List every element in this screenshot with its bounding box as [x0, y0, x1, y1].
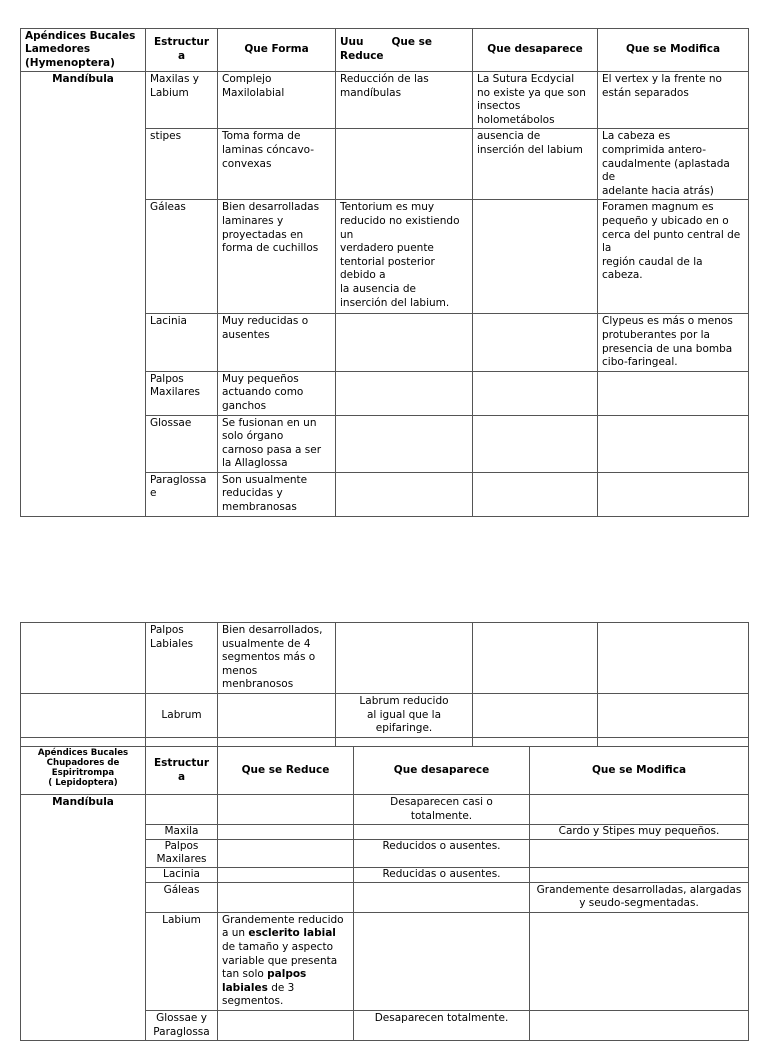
cell-empty: [218, 737, 336, 746]
hymenoptera-table: [20, 28, 749, 517]
cell-desaparece: Desaparecen casi o totalmente.: [354, 795, 530, 825]
labium-bold-palpos: palpos labiales: [222, 968, 307, 994]
cell-empty: [146, 737, 218, 746]
cell-reduce: [336, 415, 473, 472]
cell-estructura: Gáleas: [146, 882, 218, 912]
cell-estructura: Glossae y Paraglossa: [146, 1010, 218, 1040]
cell-reduce: [336, 129, 473, 200]
cell-forma: Toma forma de laminas cóncavo- convexas: [218, 129, 336, 200]
header-estructura: Estructur a: [146, 29, 218, 72]
labium-bold-esclerito: esclerito labial: [248, 927, 336, 940]
header-reduce-part-b: Que se: [391, 36, 433, 49]
cell-forma: Bien desarrolladas laminares y proyectadas en forma de cuchillos: [218, 200, 336, 314]
cell-estructura: Paraglossa e: [146, 472, 218, 516]
cell-desaparece: Desaparecen totalmente.: [354, 1010, 530, 1040]
cell-empty: [21, 623, 146, 694]
cell-modifica: [530, 839, 749, 867]
lepidoptera-table: [20, 746, 749, 1041]
header-apendices: Apéndices Bucales Lamedores (Hymenoptera): [21, 29, 146, 72]
cell-empty: [598, 623, 749, 694]
cell-desaparece: [473, 314, 598, 371]
cell-estructura: Maxila: [146, 825, 218, 840]
cell-modifica: Clypeus es más o menos protuberantes por la presencia de una bomba cibo-faringeal.: [598, 314, 749, 371]
cell-empty: [336, 737, 473, 746]
cell-empty: [473, 693, 598, 737]
cell-estructura: [146, 795, 218, 825]
cell-estructura: Palpos Labiales: [146, 623, 218, 694]
header-que-desaparece: Que desaparece: [473, 29, 598, 72]
cell-reduce: [218, 795, 354, 825]
cell-empty: [21, 693, 146, 737]
header-reduce-part-a: Uuu: [340, 36, 364, 49]
table-row: [21, 737, 749, 746]
cell-reduce: [218, 867, 354, 882]
header-que-se-reduce: Que se Reduce: [218, 747, 354, 795]
cell-reduce: [218, 882, 354, 912]
cell-estructura: Labrum: [146, 693, 218, 737]
table-row: [21, 795, 749, 825]
cell-estructura: Lacinia: [146, 314, 218, 371]
cell-empty: [21, 737, 146, 746]
cell-desaparece: [354, 825, 530, 840]
header-apendices: Apéndices Bucales Chupadores de Espiritrompa ( Lepidoptera): [21, 747, 146, 795]
group-label-mandibula: Mandíbula: [21, 795, 146, 1041]
cell-empty: [598, 693, 749, 737]
hymenoptera-continuation-table: [20, 622, 749, 747]
cell-modifica: [530, 867, 749, 882]
cell-reduce: [218, 839, 354, 867]
header-que-se-modifica: Que se Modifica: [530, 747, 749, 795]
labium-text-part: Grandemente reducido a un: [222, 913, 344, 940]
cell-forma: Se fusionan en un solo órgano carnoso pasa a ser la Allaglossa: [218, 415, 336, 472]
labium-text-part: de tamaño y aspecto variable que presenta tan solo: [222, 940, 338, 981]
cell-estructura: Palpos Maxilares: [146, 371, 218, 415]
cell-reduce: Labrum reducido al igual que la epifaringe.: [336, 693, 473, 737]
header-que-desaparece: Que desaparece: [354, 747, 530, 795]
cell-desaparece: Reducidos o ausentes.: [354, 839, 530, 867]
cell-reduce: [218, 825, 354, 840]
cell-modifica: [530, 1010, 749, 1040]
cell-modifica: El vertex y la frente no están separados: [598, 72, 749, 129]
cell-estructura: Gáleas: [146, 200, 218, 314]
cell-modifica: Foramen magnum es pequeño y ubicado en o cerca del punto central de la región caudal de la cabeza.: [598, 200, 749, 314]
cell-reduce: [336, 314, 473, 371]
header-que-forma: Que Forma: [218, 29, 336, 72]
cell-reduce: [336, 371, 473, 415]
cell-forma: Muy reducidas o ausentes: [218, 314, 336, 371]
cell-estructura: Maxilas y Labium: [146, 72, 218, 129]
table-row: [21, 72, 749, 129]
cell-desaparece: La Sutura Ecdycial no existe ya que son insectos holometábolos: [473, 72, 598, 129]
cell-forma: Son usualmente reducidas y membranosas: [218, 472, 336, 516]
cell-modifica: [530, 795, 749, 825]
header-que-se-modifica: Que se Modifica: [598, 29, 749, 72]
cell-estructura: Labium: [146, 912, 218, 1010]
cell-reduce: Reducción de las mandíbulas: [336, 72, 473, 129]
header-reduce-part-c: Reduce: [340, 50, 384, 62]
cell-reduce: Tentorium es muy reducido no existiendo un verdadero puente tentorial posterior debido a la ausencia de inserción del labium.: [336, 200, 473, 314]
cell-modifica: Grandemente desarrolladas, alargadas y seudo-segmentadas.: [530, 882, 749, 912]
cell-desaparece: ausencia de inserción del labium: [473, 129, 598, 200]
group-label-mandibula: Mandíbula: [21, 72, 146, 517]
header-que-se-reduce: [336, 29, 473, 72]
cell-modifica: [530, 912, 749, 1010]
cell-estructura: stipes: [146, 129, 218, 200]
cell-reduce: [218, 1010, 354, 1040]
cell-empty: [473, 737, 598, 746]
cell-modifica: [598, 472, 749, 516]
cell-reduce: [336, 623, 473, 694]
labium-text-part: de 3 segmentos.: [222, 981, 295, 1008]
cell-forma: [218, 693, 336, 737]
cell-forma: Complejo Maxilolabial: [218, 72, 336, 129]
cell-desaparece: [354, 882, 530, 912]
cell-desaparece: [354, 912, 530, 1010]
cell-modifica: La cabeza es comprimida antero- caudalmente (aplastada de adelante hacia atrás): [598, 129, 749, 200]
cell-estructura: Lacinia: [146, 867, 218, 882]
cell-desaparece: [473, 371, 598, 415]
cell-desaparece: [473, 200, 598, 314]
cell-modifica: [598, 415, 749, 472]
cell-estructura: Palpos Maxilares: [146, 839, 218, 867]
cell-reduce: [336, 472, 473, 516]
cell-forma: Muy pequeños actuando como ganchos: [218, 371, 336, 415]
cell-empty: [598, 737, 749, 746]
table-row: [21, 623, 749, 694]
cell-modifica: Cardo y Stipes muy pequeños.: [530, 825, 749, 840]
cell-desaparece: [473, 472, 598, 516]
cell-desaparece: [473, 415, 598, 472]
cell-empty: [473, 623, 598, 694]
cell-forma: Bien desarrollados, usualmente de 4 segmentos más o menos menbranosos: [218, 623, 336, 694]
cell-modifica: [598, 371, 749, 415]
table-row: [21, 693, 749, 737]
header-estructura: Estructur a: [146, 747, 218, 795]
cell-reduce-labium: [218, 912, 354, 1010]
cell-desaparece: Reducidas o ausentes.: [354, 867, 530, 882]
cell-estructura: Glossae: [146, 415, 218, 472]
